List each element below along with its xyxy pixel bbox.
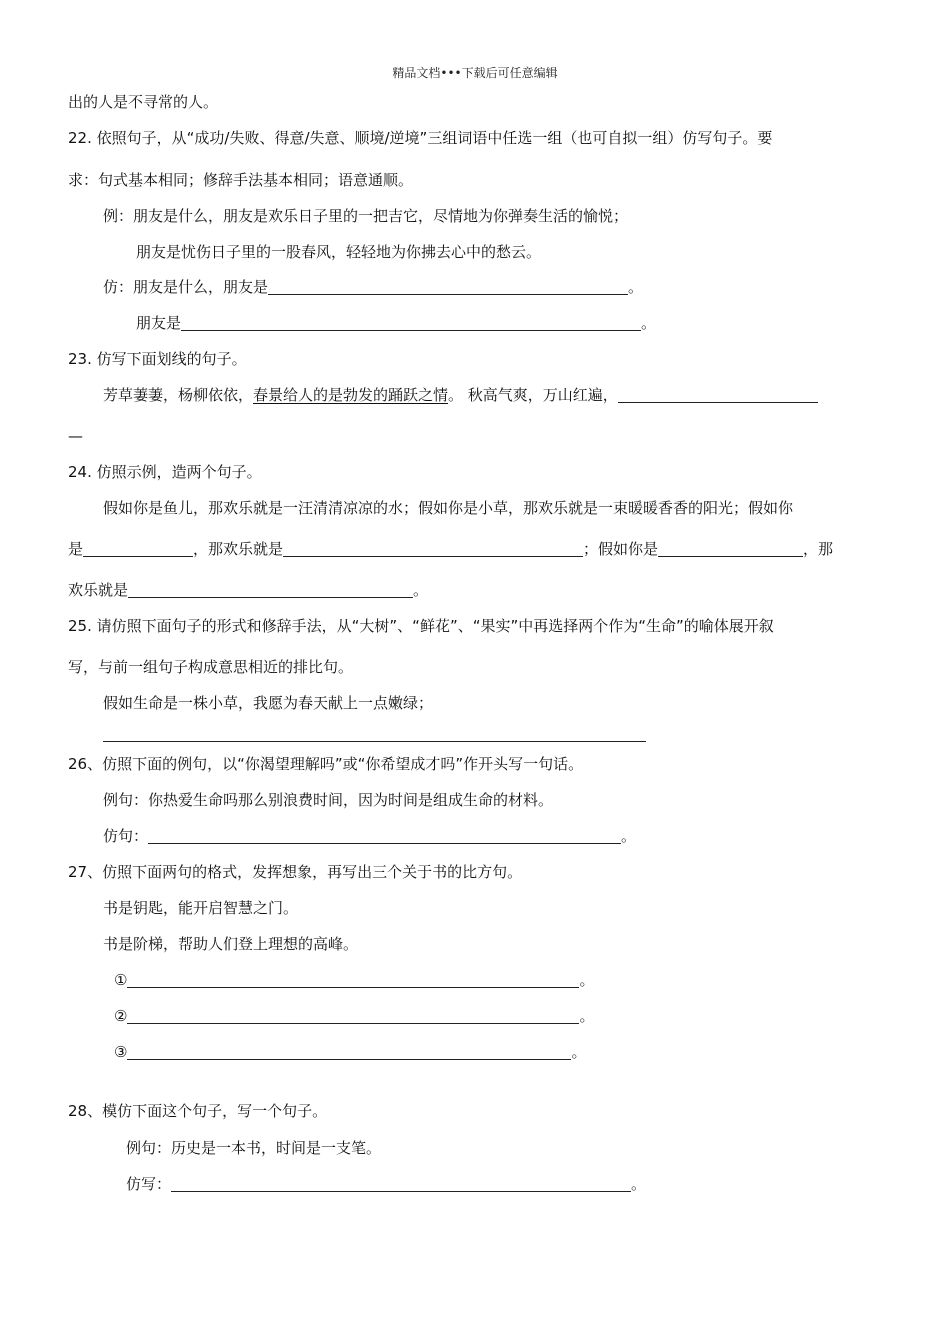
answer-line: [68, 539, 833, 559]
answer-blank[interactable]: [268, 279, 628, 295]
answer-prompt: 朋友是: [136, 314, 182, 332]
answer-blank[interactable]: [618, 387, 818, 403]
period-mark: 。: [579, 1007, 595, 1025]
example-line: [103, 385, 818, 405]
item-number: ③: [114, 1043, 128, 1061]
example-line: 例：朋友是什么，朋友是欢乐日子里的一把吉它，尽情地为你弹奏生活的愉悦；: [103, 207, 629, 225]
question-22-cont: 求：句式基本相同；修辞手法基本相同；语意通顺。: [68, 171, 414, 189]
answer-line: [126, 1174, 646, 1194]
example-line: 朋友是忧伤日子里的一股春风，轻轻地为你拂去心中的愁云。: [136, 243, 542, 261]
answer-prompt: ，那欢乐就是: [193, 540, 284, 558]
answer-blank[interactable]: [128, 582, 413, 598]
example-line: 书是钥匙，能开启智慧之门。: [103, 899, 299, 917]
example-text: 。 秋高气爽，万山红遍，: [448, 386, 618, 404]
period-mark: 。: [413, 581, 429, 599]
answer-line: [103, 277, 643, 297]
underlined-sentence: 春景给人的是勃发的踊跃之情: [253, 386, 449, 404]
answer-line: [114, 1006, 594, 1026]
item-number: ②: [114, 1007, 128, 1025]
period-mark: 。: [641, 314, 657, 332]
answer-blank[interactable]: [148, 828, 621, 844]
answer-blank[interactable]: [103, 741, 646, 742]
answer-prompt: ；假如你是: [583, 540, 659, 558]
item-number: ①: [114, 971, 128, 989]
answer-line: [136, 313, 656, 333]
answer-prompt: 欢乐就是: [68, 581, 129, 599]
page-header: 精品文档•••下载后可任意编辑: [392, 66, 558, 80]
answer-prompt: 仿句：: [103, 827, 149, 845]
period-mark: 。: [628, 278, 644, 296]
question-23: 23. 仿写下面划线的句子。: [68, 350, 247, 368]
period-mark: 。: [571, 1043, 587, 1061]
answer-blank[interactable]: [658, 541, 803, 557]
question-25-cont: 写，与前一组句子构成意思相近的排比句。: [68, 658, 354, 676]
answer-blank[interactable]: [171, 1176, 631, 1192]
example-line: 书是阶梯，帮助人们登上理想的高峰。: [103, 935, 359, 953]
answer-prompt: 仿：朋友是什么，朋友是: [103, 278, 269, 296]
answer-blank[interactable]: [127, 1008, 579, 1024]
answer-blank[interactable]: [181, 315, 641, 331]
example-line: 假如你是鱼儿，那欢乐就是一汪清清凉凉的水；假如你是小草，那欢乐就是一束暖暖香香的阳光；假如你: [103, 499, 794, 517]
period-mark: 。: [579, 971, 595, 989]
text-line: 出的人是不寻常的人。: [68, 93, 219, 111]
answer-line: [68, 580, 428, 600]
example-line: 例句：历史是一本书，时间是一支笔。: [126, 1139, 382, 1157]
example-line: 假如生命是一株小草，我愿为春天献上一点嫩绿；: [103, 694, 434, 712]
answer-blank[interactable]: [83, 541, 193, 557]
answer-continuation: —: [68, 427, 83, 445]
period-mark: 。: [621, 827, 637, 845]
answer-prompt: 是: [68, 540, 84, 558]
answer-line: [114, 1042, 586, 1062]
answer-blank[interactable]: [127, 972, 579, 988]
example-line: 例句：你热爱生命吗那么别浪费时间，因为时间是组成生命的材料。: [103, 791, 554, 809]
question-22: 22. 依照句子，从“成功/失败、得意/失意、顺境/逆境”三组词语中任选一组（也可自拟一组）仿写句子。要: [68, 129, 773, 147]
answer-line: [103, 826, 636, 846]
answer-prompt: ，那: [803, 540, 834, 558]
question-24: 24. 仿照示例，造两个句子。: [68, 463, 262, 481]
answer-prompt: 仿写：: [126, 1175, 172, 1193]
question-26: 26、仿照下面的例句，以“你渴望理解吗”或“你希望成才吗”作开头写一句话。: [68, 755, 584, 773]
answer-blank[interactable]: [283, 541, 583, 557]
answer-blank[interactable]: [127, 1044, 571, 1060]
question-28: 28、模仿下面这个句子，写一个句子。: [68, 1102, 328, 1120]
question-25: 25. 请仿照下面句子的形式和修辞手法，从“大树”、“鲜花”、“果实”中再选择两个作为“生命”的喻体展开叙: [68, 617, 774, 635]
period-mark: 。: [631, 1175, 647, 1193]
question-27: 27、仿照下面两句的格式，发挥想象，再写出三个关于书的比方句。: [68, 863, 523, 881]
answer-line: [114, 970, 594, 990]
example-text: 芳草萋萋，杨柳依依，: [103, 386, 254, 404]
